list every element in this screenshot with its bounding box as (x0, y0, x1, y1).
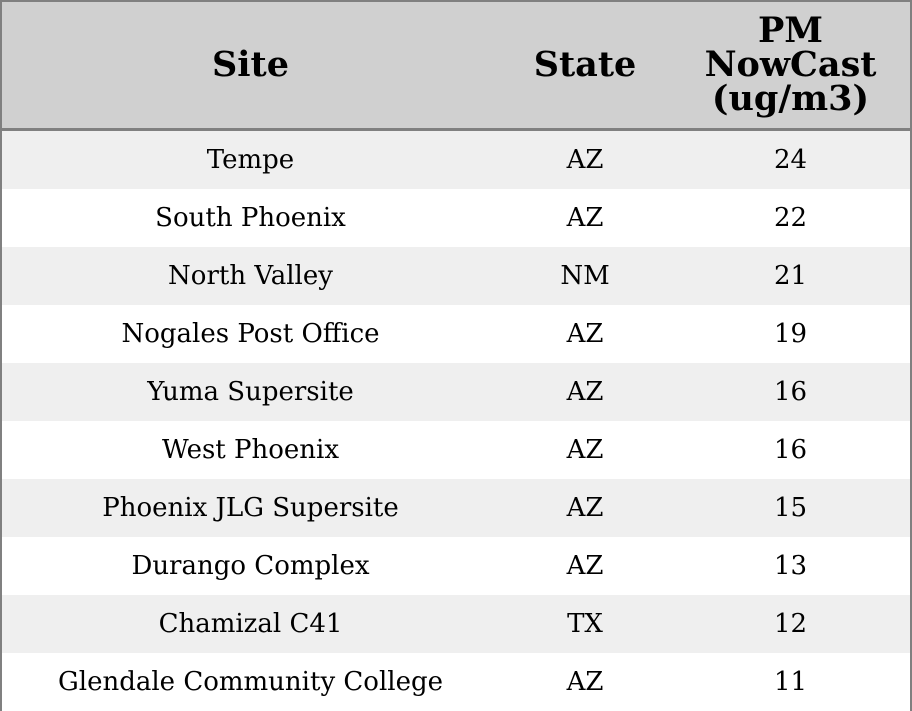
site-cell: Nogales Post Office (2, 305, 499, 363)
table-row (2, 363, 910, 421)
pm-value-cell: 12 (671, 595, 910, 653)
state-cell: AZ (499, 363, 671, 421)
state-cell: TX (499, 595, 671, 653)
pm-value-cell: 16 (671, 421, 910, 479)
pm-value-cell: 21 (671, 247, 910, 305)
column-header-state: State (499, 2, 671, 130)
state-cell: AZ (499, 421, 671, 479)
table-row (2, 305, 910, 363)
pm-value-cell: 19 (671, 305, 910, 363)
table-row (2, 479, 910, 537)
pm-value-cell: 13 (671, 537, 910, 595)
table-row (2, 421, 910, 479)
state-cell: NM (499, 247, 671, 305)
pm-value-cell: 15 (671, 479, 910, 537)
pm-value-cell: 11 (671, 653, 910, 711)
table-body (2, 130, 910, 711)
pm-header-line-1: PM (757, 10, 824, 51)
table-row (2, 537, 910, 595)
site-cell: South Phoenix (2, 189, 499, 247)
state-cell: AZ (499, 537, 671, 595)
site-cell: Tempe (2, 130, 499, 190)
pm-value-cell: 16 (671, 363, 910, 421)
column-header-pm-nowcast (671, 2, 910, 130)
site-cell: West Phoenix (2, 421, 499, 479)
pm-nowcast-table (2, 2, 910, 711)
site-cell: Glendale Community College (2, 653, 499, 711)
pm-value-cell: 22 (671, 189, 910, 247)
site-cell: Yuma Supersite (2, 363, 499, 421)
table-row (2, 653, 910, 711)
table-row (2, 189, 910, 247)
state-cell: AZ (499, 479, 671, 537)
site-cell: Phoenix JLG Supersite (2, 479, 499, 537)
pm-header-line-3: (ug/m3) (711, 78, 870, 119)
site-cell: Durango Complex (2, 537, 499, 595)
state-cell: AZ (499, 653, 671, 711)
table-row (2, 130, 910, 190)
site-cell: North Valley (2, 247, 499, 305)
table-row (2, 595, 910, 653)
state-cell: AZ (499, 130, 671, 190)
site-cell: Chamizal C41 (2, 595, 499, 653)
header-row (2, 2, 910, 130)
state-cell: AZ (499, 305, 671, 363)
table-header (2, 2, 910, 130)
state-cell: AZ (499, 189, 671, 247)
column-header-site: Site (2, 2, 499, 130)
pm-header-line-2: NowCast (704, 44, 877, 85)
table-row (2, 247, 910, 305)
pm-value-cell: 24 (671, 130, 910, 190)
